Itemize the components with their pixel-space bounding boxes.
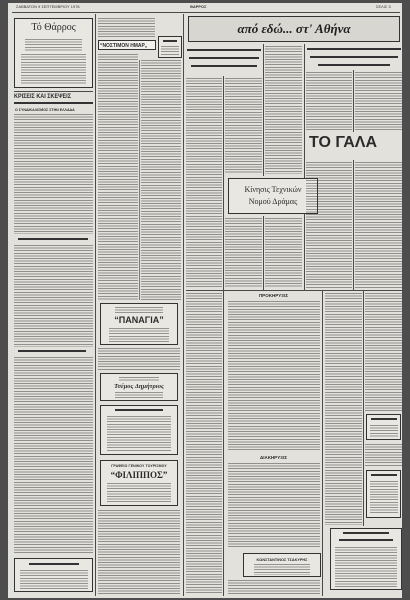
article-body-text	[228, 580, 320, 594]
ad-text	[119, 377, 159, 382]
milk-heading: ΤΟ ΓΑΛΑ	[309, 134, 378, 151]
info-box	[366, 470, 401, 518]
notice-text	[228, 301, 320, 451]
article-body-text	[325, 293, 362, 525]
article-body-text	[265, 46, 302, 174]
technicians-title-line2: Νομού Δράμας	[248, 197, 298, 206]
section-rule	[14, 91, 93, 92]
column-rule	[139, 60, 140, 300]
article-body-text	[186, 293, 222, 594]
column-logo	[158, 36, 182, 58]
column-rule	[263, 216, 264, 290]
masthead-name: ΘΑΡΡΟΣ	[190, 5, 207, 9]
ad-heading-bar	[343, 532, 389, 536]
ad-text	[107, 416, 171, 452]
column-title: “ΝΟΣΤΙΜΟΝ ΗΜΑΡ„	[100, 42, 148, 49]
article-body-text	[225, 78, 262, 174]
ad-text	[335, 547, 397, 587]
ad-text	[20, 570, 88, 589]
column-rule	[363, 290, 364, 526]
article-body-text	[355, 72, 402, 130]
info-heading-bar	[371, 418, 397, 422]
article-body-text	[14, 357, 93, 554]
article-body-text	[14, 114, 93, 234]
ad-heading-bar	[115, 409, 163, 413]
section-banner	[188, 16, 400, 42]
info-box	[366, 414, 401, 440]
ad-text	[254, 564, 310, 575]
ad-text	[109, 328, 169, 342]
headline-bar	[191, 65, 257, 69]
column-rule	[183, 14, 184, 596]
notice-heading: ΠΡΟΚΗΡΥΞΙΣ	[258, 293, 289, 298]
ad-text	[115, 307, 163, 315]
column-rule	[353, 70, 354, 132]
issue-date: ΣΑΒΒΑΤΟΝ 9 ΣΕΠΤΕΜΒΡΙΟΥ 1978	[16, 5, 80, 9]
column-rule	[353, 160, 354, 290]
logo-mark	[163, 40, 177, 43]
article-title-bar	[18, 238, 88, 242]
advertisement-box	[100, 405, 178, 455]
ad-agency-line: ΓΡΑΦΕΙΟ ΓΕΝΙΚΟΥ ΤΟΥΡΙΣΜΟΥ	[111, 464, 167, 468]
ad-text	[115, 392, 163, 399]
article-body-text	[141, 60, 181, 300]
article-body-text	[365, 444, 402, 466]
headline-bar	[318, 64, 390, 68]
ad-title: ΚΩΝΣΤΑΝΤΙΝΟΣ ΤΣΑΚΥΡΗΣ	[256, 558, 308, 562]
staff-listing	[25, 39, 82, 51]
article-title-bar	[18, 350, 86, 354]
masthead-logo-title: Τό Θάρρος	[31, 22, 76, 33]
advertisement-tsakyris	[243, 553, 321, 577]
staff-listing	[21, 54, 86, 84]
column-title-banner	[98, 40, 156, 50]
column-rule	[263, 44, 264, 176]
headline-bar	[187, 49, 261, 53]
banner-title: από εδώ... στ' Αθήνα	[237, 21, 351, 36]
column-rule	[304, 44, 305, 290]
ad-title: Τσέμος Δημήτριος	[114, 383, 164, 390]
advertisement-box	[330, 528, 402, 590]
advertisement-box	[14, 558, 93, 592]
ad-text	[107, 483, 171, 503]
ad-heading-bar	[29, 563, 79, 567]
header-rule	[12, 12, 400, 13]
info-text	[370, 481, 398, 515]
info-text	[370, 425, 398, 437]
article-body-text	[98, 18, 155, 37]
column-rule	[95, 14, 96, 596]
ad-heading-bar	[339, 539, 393, 543]
article-body-text	[355, 162, 402, 288]
ad-title: “ΦΙΛΙΠΠΟΣ”	[110, 470, 168, 480]
notice-text	[228, 463, 320, 549]
notice-heading: ΔΙΑΚΗΡΥΞΙΣ	[259, 455, 288, 460]
column-rule	[223, 76, 224, 596]
technicians-title-line1: Κίνησις Τεχνικών	[244, 185, 302, 194]
article-body-text	[98, 510, 180, 594]
technicians-box	[228, 178, 318, 214]
article-body-text	[265, 218, 302, 288]
article-body-text	[186, 78, 222, 288]
article-body-text	[225, 218, 262, 288]
headline-bar	[310, 56, 398, 60]
column-rule	[322, 290, 323, 596]
article-body-text	[365, 293, 402, 411]
ad-title: “ΠΑΝΑΓΙΑ”	[114, 315, 164, 325]
article-title: Ο ΣΥΝΔΙΚΑΛΙΣΜΟΣ ΣΤΗΝ ΕΛΛΑΔΑ	[15, 108, 75, 112]
section-heading: ΚΡΙΣΕΙΣ ΚΑΙ ΣΚΕΨΕΙΣ	[14, 93, 71, 100]
masthead-box	[14, 18, 93, 88]
info-heading-bar	[371, 474, 397, 478]
headline-bar	[189, 57, 259, 61]
article-body-text	[98, 348, 180, 370]
advertisement-panagia	[100, 303, 178, 345]
advertisement-filippos	[100, 460, 178, 506]
article-body-text	[306, 72, 352, 130]
page-number: ΣΕΛΙΣ 3	[376, 5, 391, 9]
section-rule	[14, 102, 93, 104]
advertisement-tsemos	[100, 373, 178, 401]
article-body-text	[14, 245, 93, 347]
logo-text	[161, 46, 179, 55]
headline-bar	[307, 48, 401, 52]
article-body-text	[98, 54, 138, 300]
section-rule	[186, 290, 402, 291]
article-body-text	[306, 162, 352, 288]
